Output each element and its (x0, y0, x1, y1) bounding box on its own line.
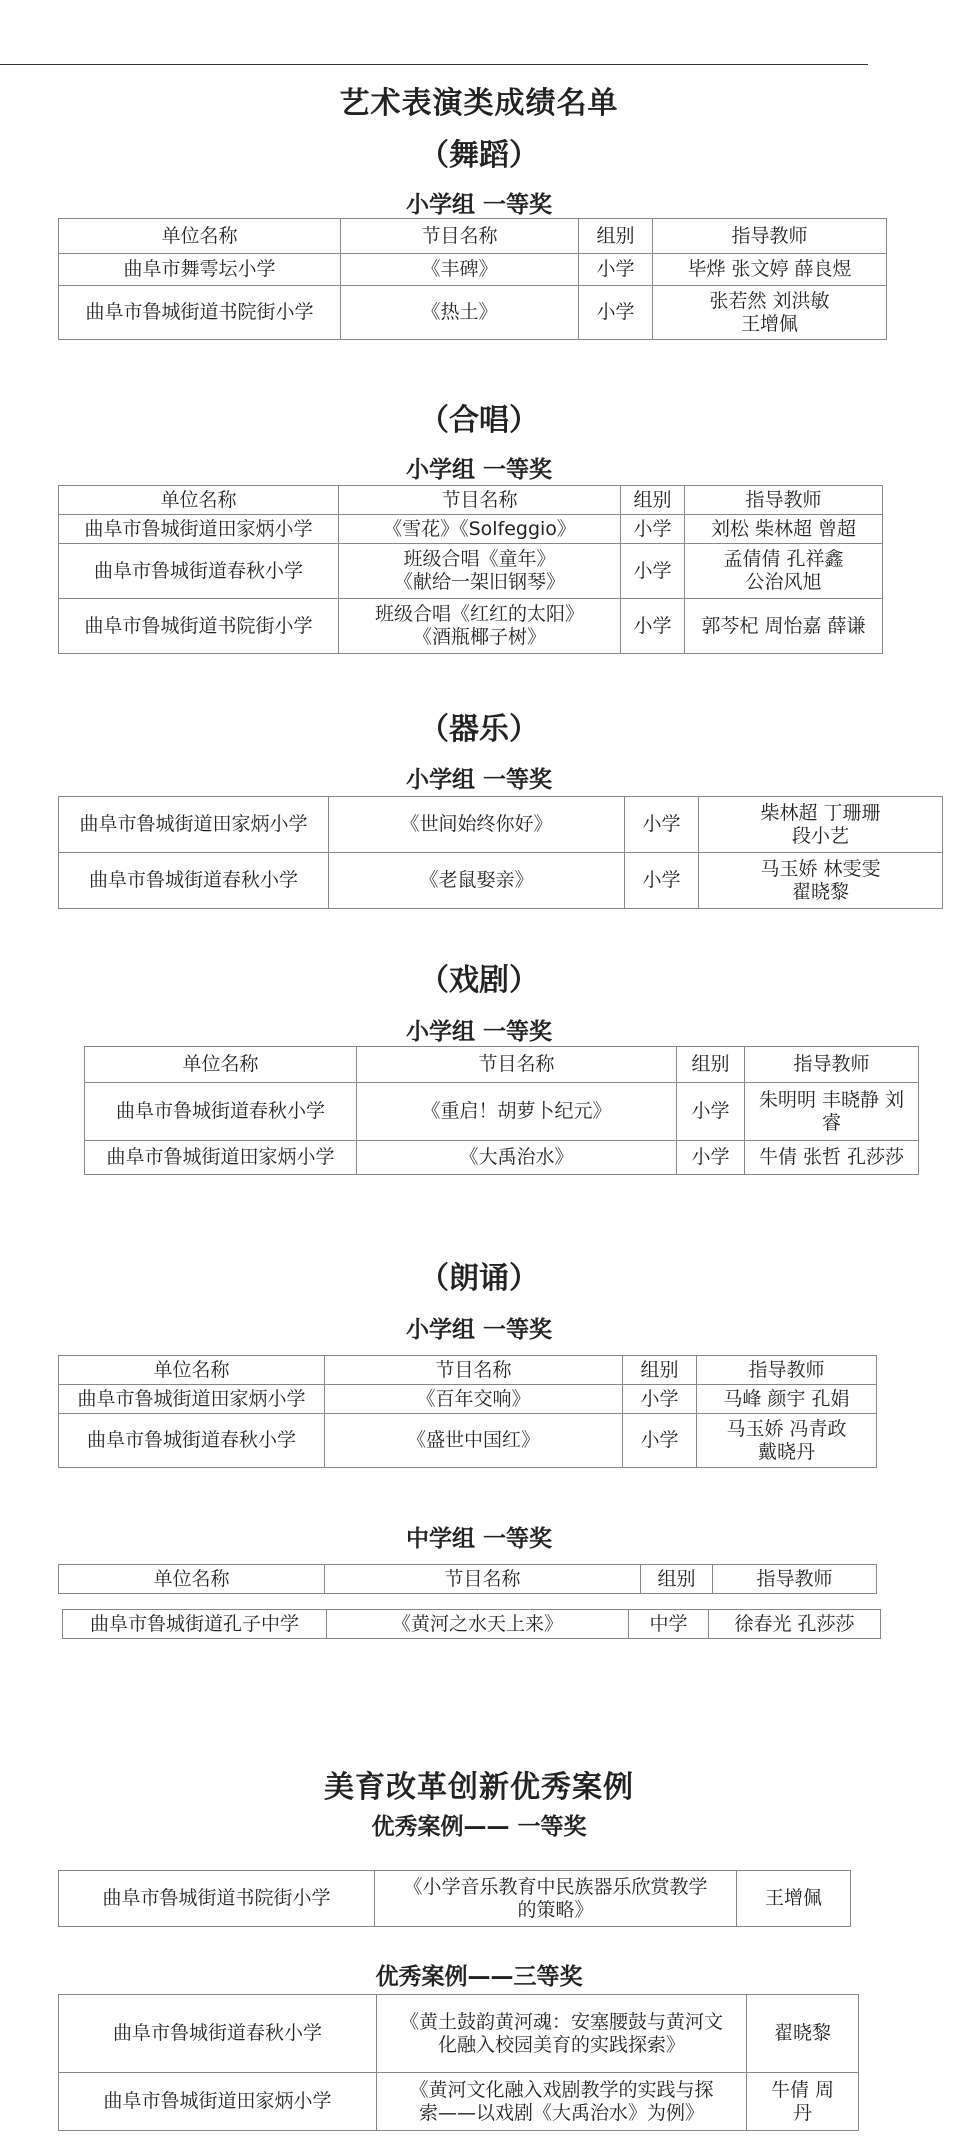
cell-teacher: 孟倩倩 孔祥鑫 公治风旭 (685, 544, 883, 599)
header-unit: 单位名称 (59, 1565, 325, 1594)
chorus-subheading: 小学组 一等奖 (405, 457, 552, 483)
table-row (59, 515, 883, 544)
cell-teacher: 马玉娇 林雯雯 翟晓黎 (699, 853, 943, 909)
cell-group: 小学 (621, 599, 685, 654)
cases-first-subheading: 优秀案例—— 一等奖 (371, 1814, 587, 1840)
cell-teacher: 张若然 刘洪敏 王增佩 (653, 286, 887, 340)
cell-unit: 曲阜市鲁城街道春秋小学 (59, 1414, 325, 1468)
cell-teacher: 马峰 颜宇 孔娟 (697, 1385, 877, 1414)
recitation-table (58, 1355, 877, 1468)
header-program: 节目名称 (341, 219, 579, 254)
drama-subheading: 小学组 一等奖 (405, 1019, 552, 1045)
cell-unit: 曲阜市鲁城街道田家炳小学 (59, 515, 339, 544)
recitation-middle-table (62, 1609, 881, 1639)
cell-unit: 曲阜市鲁城街道春秋小学 (85, 1083, 357, 1141)
header-teacher: 指导教师 (653, 219, 887, 254)
cases-third-table (58, 1994, 859, 2131)
table-row (59, 286, 887, 340)
cell-teacher: 牛倩 张哲 孔莎莎 (745, 1141, 919, 1175)
cases-third-subheading: 优秀案例——三等奖 (375, 1964, 583, 1990)
instrumental-heading: （器乐） (419, 712, 539, 747)
cell-case-title: 《黄河文化融入戏剧教学的实践与探 索——以戏剧《大禹治水》为例》 (377, 2073, 747, 2131)
header-group: 组别 (641, 1565, 713, 1594)
cell-group: 小学 (677, 1083, 745, 1141)
cases-first-table (58, 1870, 851, 1927)
cell-author: 牛倩 周 丹 (747, 2073, 859, 2131)
table-row (59, 2073, 859, 2131)
recitation-middle-header-table (58, 1564, 877, 1594)
cell-teacher: 刘松 柴林超 曾超 (685, 515, 883, 544)
header-unit: 单位名称 (85, 1047, 357, 1083)
header-unit: 单位名称 (59, 219, 341, 254)
table-header-row (59, 1356, 877, 1385)
table-row (59, 853, 943, 909)
header-teacher: 指导教师 (685, 486, 883, 515)
header-group: 组别 (623, 1356, 697, 1385)
cell-unit: 曲阜市鲁城街道田家炳小学 (85, 1141, 357, 1175)
cell-unit: 曲阜市鲁城街道田家炳小学 (59, 1385, 325, 1414)
cell-unit: 曲阜市鲁城街道春秋小学 (59, 544, 339, 599)
header-teacher: 指导教师 (713, 1565, 877, 1594)
header-program: 节目名称 (357, 1047, 677, 1083)
table-row (59, 599, 883, 654)
cell-teacher: 马玉娇 冯青政 戴晓丹 (697, 1414, 877, 1468)
dance-subheading: 小学组 一等奖 (405, 192, 552, 218)
header-group: 组别 (677, 1047, 745, 1083)
header-teacher: 指导教师 (697, 1356, 877, 1385)
table-row (59, 1385, 877, 1414)
instrumental-table (58, 796, 943, 909)
cell-program: 《丰碑》 (341, 254, 579, 286)
dance-table (58, 218, 887, 340)
header-unit: 单位名称 (59, 486, 339, 515)
header-teacher: 指导教师 (745, 1047, 919, 1083)
cell-program: 《雪花》《Solfeggio》 (339, 515, 621, 544)
header-program: 节目名称 (339, 486, 621, 515)
table-row (85, 1141, 919, 1175)
table-row (63, 1610, 881, 1639)
header-program: 节目名称 (325, 1356, 623, 1385)
cell-unit: 曲阜市鲁城街道春秋小学 (59, 853, 329, 909)
dance-heading: （舞蹈） (419, 138, 539, 173)
cell-program: 《大禹治水》 (357, 1141, 677, 1175)
cell-program: 《盛世中国红》 (325, 1414, 623, 1468)
table-row (59, 1414, 877, 1468)
cell-teacher: 朱明明 丰晓静 刘 睿 (745, 1083, 919, 1141)
cell-unit: 曲阜市鲁城街道春秋小学 (59, 1995, 377, 2073)
table-row (59, 1995, 859, 2073)
chorus-table (58, 485, 883, 654)
cell-program: 《世间始终你好》 (329, 797, 625, 853)
header-unit: 单位名称 (59, 1356, 325, 1385)
top-divider-line (0, 64, 868, 65)
cell-unit: 曲阜市舞雩坛小学 (59, 254, 341, 286)
main-title: 艺术表演类成绩名单 (339, 86, 619, 121)
cell-unit: 曲阜市鲁城街道书院街小学 (59, 599, 339, 654)
cell-program: 班级合唱《红红的太阳》 《酒瓶椰子树》 (339, 599, 621, 654)
recitation-subheading: 小学组 一等奖 (405, 1317, 552, 1343)
cell-program: 《热土》 (341, 286, 579, 340)
cell-program: 《重启！胡萝卜纪元》 (357, 1083, 677, 1141)
cell-case-title: 《小学音乐教育中民族器乐欣赏教学 的策略》 (375, 1871, 737, 1927)
cell-group: 小学 (625, 853, 699, 909)
recitation-middle-subheading: 中学组 一等奖 (405, 1526, 552, 1552)
header-group: 组别 (621, 486, 685, 515)
cell-unit: 曲阜市鲁城街道书院街小学 (59, 286, 341, 340)
cell-author: 王增佩 (737, 1871, 851, 1927)
cell-group: 小学 (579, 286, 653, 340)
cell-teacher: 柴林超 丁珊珊 段小艺 (699, 797, 943, 853)
cell-group: 中学 (629, 1610, 709, 1639)
cell-group: 小学 (623, 1414, 697, 1468)
table-header-row (59, 486, 883, 515)
cell-program: 《黄河之水天上来》 (327, 1610, 629, 1639)
cell-teacher: 郭芩杞 周怡嘉 薛谦 (685, 599, 883, 654)
table-header-row (59, 219, 887, 254)
table-header-row (85, 1047, 919, 1083)
cell-unit: 曲阜市鲁城街道田家炳小学 (59, 2073, 377, 2131)
cell-group: 小学 (623, 1385, 697, 1414)
cell-group: 小学 (621, 515, 685, 544)
drama-heading: （戏剧） (419, 963, 539, 998)
cell-group: 小学 (625, 797, 699, 853)
cell-author: 翟晓黎 (747, 1995, 859, 2073)
cell-group: 小学 (579, 254, 653, 286)
table-row (59, 544, 883, 599)
cell-group: 小学 (621, 544, 685, 599)
instrumental-subheading: 小学组 一等奖 (405, 767, 552, 793)
cell-unit: 曲阜市鲁城街道田家炳小学 (59, 797, 329, 853)
cell-group: 小学 (677, 1141, 745, 1175)
drama-table (84, 1046, 919, 1175)
chorus-heading: （合唱） (419, 403, 539, 438)
cell-teacher: 徐春光 孔莎莎 (709, 1610, 881, 1639)
cell-program: 班级合唱《童年》 《献给一架旧钢琴》 (339, 544, 621, 599)
table-header-row (59, 1565, 877, 1594)
recitation-heading: （朗诵） (419, 1261, 539, 1296)
cell-teacher: 毕烨 张文婷 薛良煜 (653, 254, 887, 286)
cell-unit: 曲阜市鲁城街道孔子中学 (63, 1610, 327, 1639)
table-row (59, 254, 887, 286)
cell-program: 《百年交响》 (325, 1385, 623, 1414)
cell-case-title: 《黄土鼓韵黄河魂：安塞腰鼓与黄河文 化融入校园美育的实践探索》 (377, 1995, 747, 2073)
header-program: 节目名称 (325, 1565, 641, 1594)
table-row (59, 797, 943, 853)
cell-unit: 曲阜市鲁城街道书院街小学 (59, 1871, 375, 1927)
cases-title: 美育改革创新优秀案例 (324, 1770, 634, 1805)
cell-program: 《老鼠娶亲》 (329, 853, 625, 909)
table-row (59, 1871, 851, 1927)
header-group: 组别 (579, 219, 653, 254)
table-row (85, 1083, 919, 1141)
